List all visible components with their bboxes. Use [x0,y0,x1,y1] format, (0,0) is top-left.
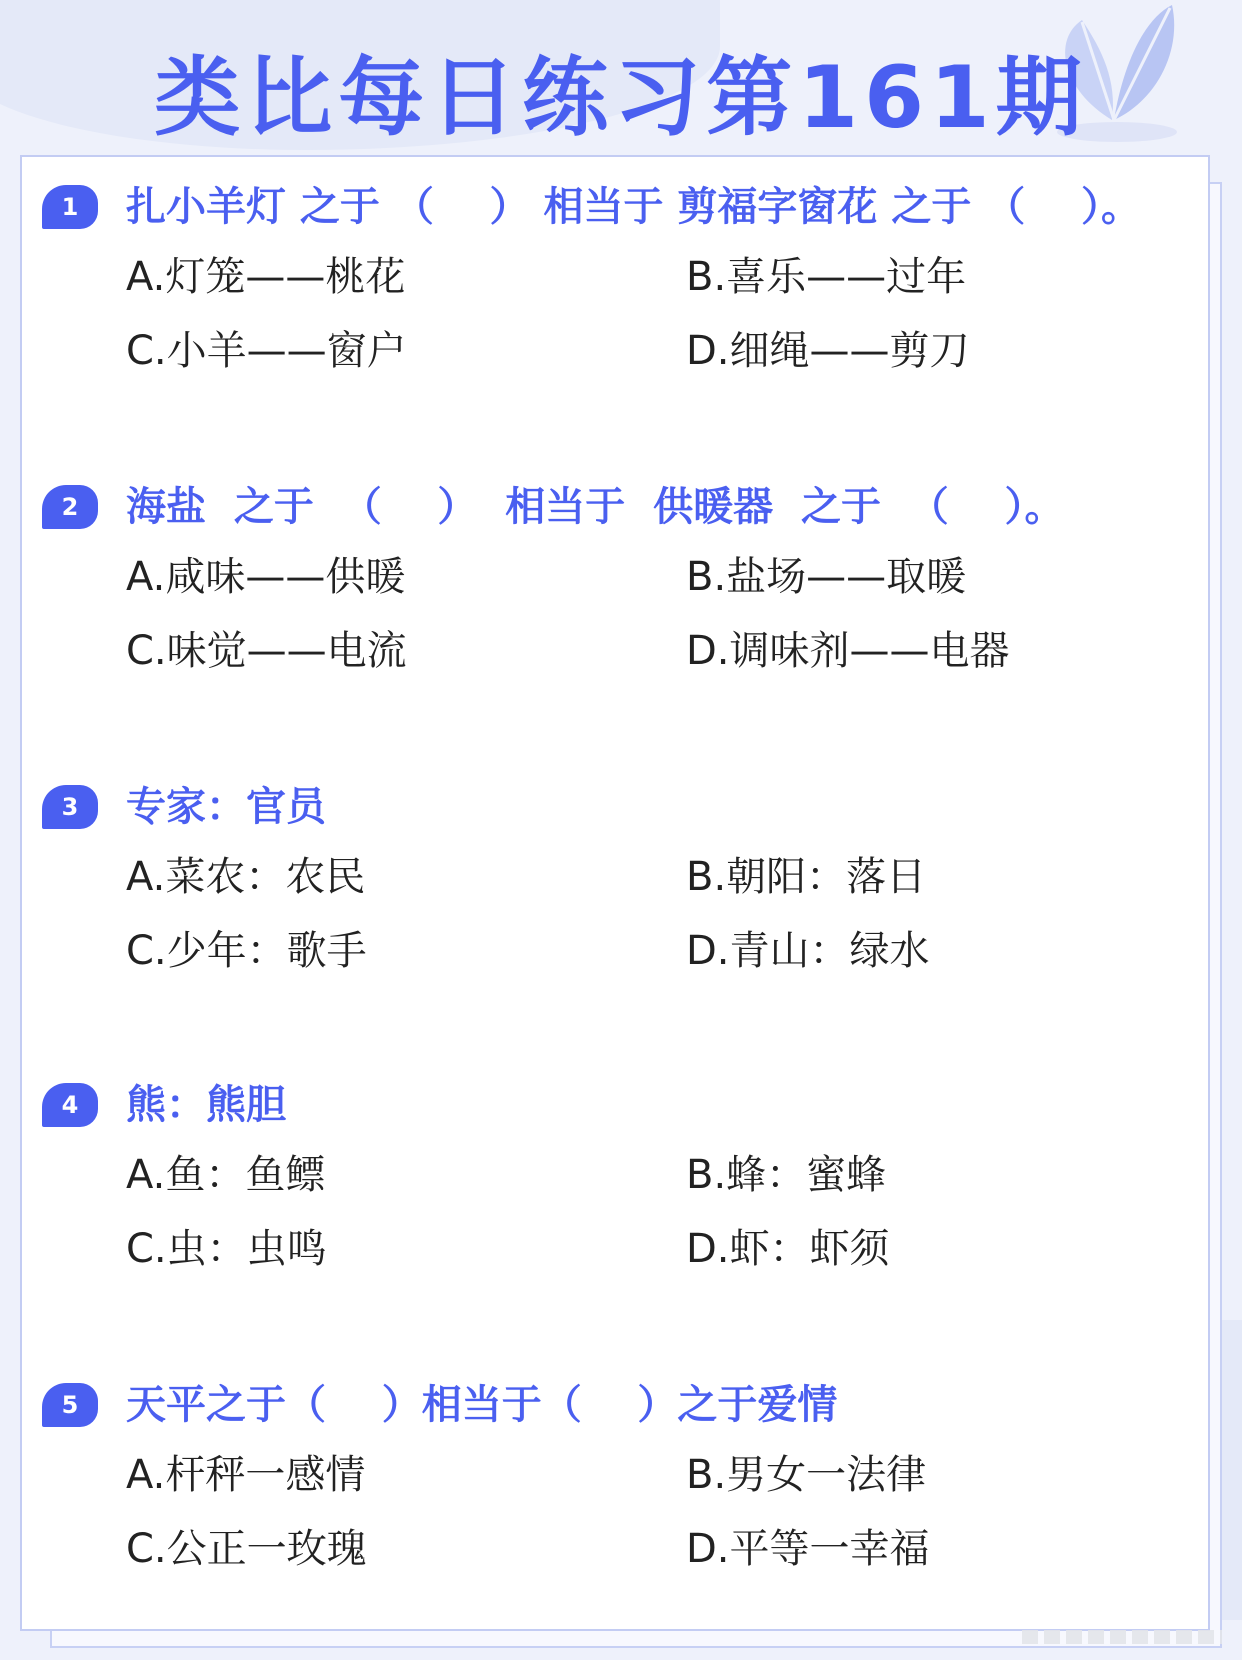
question-number-badge: 1 [42,185,98,229]
option-d[interactable]: D.细绳——剪刀 [686,328,970,374]
option-a[interactable]: A.灯笼——桃花 [126,254,406,300]
question-stem: 专家：官员 [126,784,326,830]
question-number-badge: 2 [42,485,98,529]
watermark-stripes [1022,1630,1222,1644]
option-c[interactable]: C.小羊——窗户 [126,328,407,374]
option-c[interactable]: C.公正一玫瑰 [126,1526,367,1572]
option-b[interactable]: B.盐场——取暖 [686,554,967,600]
option-c[interactable]: C.虫：虫鸣 [126,1226,327,1272]
option-a[interactable]: A.鱼：鱼鳔 [126,1152,326,1198]
question-number-badge: 4 [42,1083,98,1127]
question-header [22,777,1208,837]
option-d[interactable]: D.青山：绿水 [686,928,930,974]
page-title: 类比每日练习第161期 [154,48,1088,148]
question-stem: 海盐 之于 （ ） 相当于 供暖器 之于 （ ）。 [126,484,1065,530]
option-c[interactable]: C.少年：歌手 [126,928,367,974]
question-header [22,1075,1208,1135]
question-number-badge: 3 [42,785,98,829]
option-d[interactable]: D.调味剂——电器 [686,628,1010,674]
option-d[interactable]: D.虾：虾须 [686,1226,890,1272]
option-b[interactable]: B.蜂：蜜蜂 [686,1152,887,1198]
question-stem: 天平之于（ ）相当于（ ）之于爱情 [126,1382,838,1428]
option-b[interactable]: B.喜乐——过年 [686,254,967,300]
option-b[interactable]: B.朝阳：落日 [686,854,927,900]
question-stem: 扎小羊灯 之于 （ ） 相当于 剪福字窗花 之于 （ ）。 [126,184,1141,230]
question-header [22,177,1208,237]
question-header [22,1375,1208,1435]
question-header [22,477,1208,537]
option-c[interactable]: C.味觉——电流 [126,628,407,674]
option-a[interactable]: A.咸味——供暖 [126,554,406,600]
option-d[interactable]: D.平等一幸福 [686,1526,930,1572]
option-b[interactable]: B.男女一法律 [686,1452,927,1498]
exercise-card [20,155,1210,1631]
option-a[interactable]: A.杆秤一感情 [126,1452,366,1498]
question-number-badge: 5 [42,1383,98,1427]
option-a[interactable]: A.菜农：农民 [126,854,366,900]
question-stem: 熊：熊胆 [126,1082,286,1128]
